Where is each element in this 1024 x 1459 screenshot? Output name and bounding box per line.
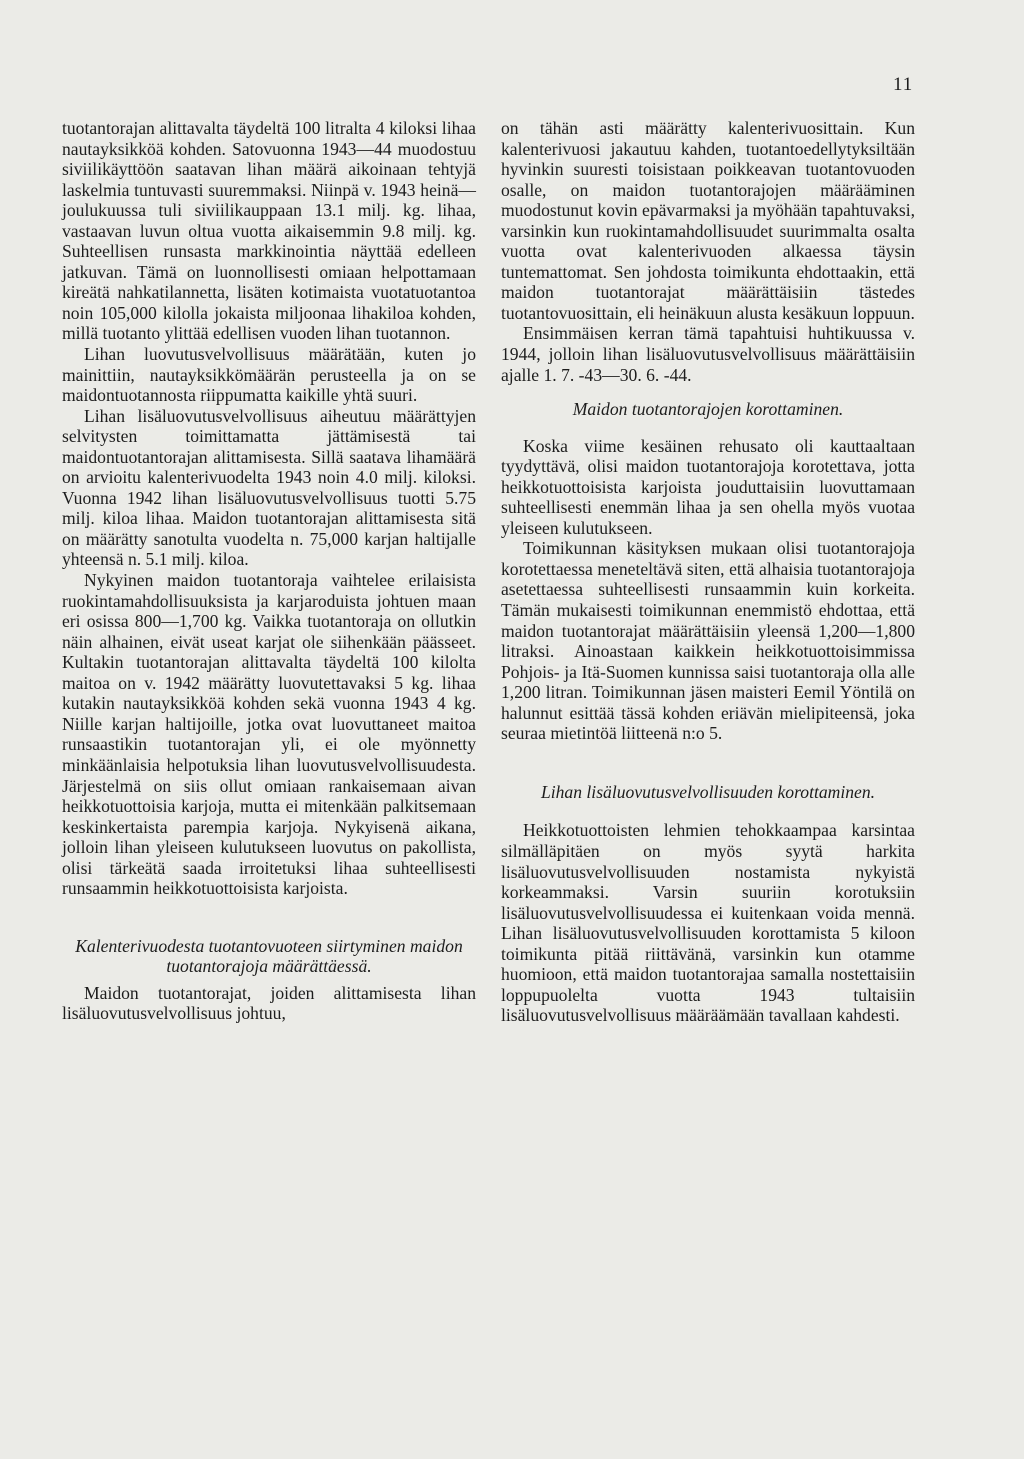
left-paragraph-3: Lihan lisäluovutusvelvollisuus aiheutuu määrättyjen selvitysten toimittamatta jättämisestä tai maidontuotantorajan alittamisesta. Sillä saatava lihamäärä on arvioitu kalenterivuodelta 1943 noin 4.0 milj. kiloksi. Vuonna 1942 lihan lisäluovutusvelvollisuus tuotti 5.75 milj. kiloa lihaa. Maidon tuotantorajan alittamisesta sitä on määrätty sanotulta vuodelta n. 75,000 karjan haltijalle yhteensä n. 5.1 milj. kiloa.	[62, 405, 476, 570]
left-final-paragraph: Maidon tuotantorajat, joiden alittamisesta lihan lisäluovutusvelvollisuus johtuu,	[62, 982, 476, 1024]
page-number: 11	[893, 74, 914, 95]
left-paragraph-4: Nykyinen maidon tuotantoraja vaihtelee erilaisista ruokintamahdollisuuksista ja karjaroduista johtuen maan eri osissa 800—1,700 kg. Vaikka tuotantoraja on ollutkin näin alhainen, eivät useat karjat ole siihenkään päässeet. Kultakin tuotantorajan alittavalta täydeltä 100 kilolta maitoa on v. 1942 määrätty luovutettavaksi 5 kg. lihaa kutakin nautayksikköä kohden sekä vuonna 1943 4 kg. Niille karjan haltijoille, jotka ovat luovuttaneet maitoa runsaastikin tuotantorajan yli, ei ole myönnetty minkäänlaisia helpotuksia lihan luovutusvelvollisuudesta. Järjestelmä on siis ollut omiaan rankaisemaan aivan heikkotuottoisia karjoja, mutta ei mitenkään palkitsemaan keskinkertaista parempia karjoja. Nykyisenä aikana, jolloin lihan yleiseen kulutukseen luovutus on pakollista, olisi tärkeätä saada irroitetuksi lihaa suhteellisesti runsaammin heikkotuottoisista karjoista.	[62, 570, 476, 899]
left-column	[62, 118, 476, 1024]
right-column	[501, 118, 915, 1026]
left-paragraph-1: tuotantorajan alittavalta täydeltä 100 litralta 4 kiloksi lihaa nautayksikköä kohden. Satovuonna 1943—44 muodostuu siviilikäyttöön saatavan lihan määrä aikoinaan tehtyjä laskelmia tuntuvasti suuremmaksi. Niinpä v. 1943 heinä—joulukuussa tuli siviilikauppaan 13.1 milj. kg. lihaa, vastaavan luvun oltua vuotta aikaisemmin 9.8 milj. kg. Suhteellisen runsasta markkinointia näyttää edelleen jatkuvan. Tämä on luonnollisesti omiaan helpottamaan kireätä nahkatilannetta, lisäten kotimaista vuotatuotantoa noin 105,000 kilolla jokaista miljoonaa lihakiloa kohden, millä tuotanto ylittää edellisen vuoden lihan tuotannon.	[62, 118, 476, 344]
right-second-paragraph: Ensimmäisen kerran tämä tapahtuisi huhtikuussa v. 1944, jolloin lihan lisäluovutusvelvollisuus määrättäisiin ajalle 1. 7. -43—30. 6. -44.	[501, 323, 915, 385]
section-heading-calendar-year: Kalenterivuodesta tuotantovuoteen siirtyminen maidon tuotantorajoja määrättäessä.	[75, 935, 463, 977]
right-intro-paragraph: on tähän asti määrätty kalenterivuosittain. Kun kalenterivuosi jakautuu kahden, tuotantoedellytyksiltään hyvinkin suuresti toisistaan poikkeavan tuotantovuoden osalle, on maidon tuotantorajojen määrääminen muodostunut kovin epävarmaksi ja myöhään tapahtuvaksi, varsinkin kun ruokintamahdollisuudet suurimmalta osalta vuotta ovat kalenterivuoden alkaessa täysin tuntemattomat. Sen johdosta toimikunta ehdottaakin, että maidon tuotantorajat määrättäisiin tästedes tuotantovuosittain, eli heinäkuun alusta kesäkuun loppuun.	[501, 118, 915, 323]
section-heading-raising-obligation: Lihan lisäluovutusvelvollisuuden korottaminen.	[540, 781, 876, 802]
section1-paragraph-1: Koska viime kesäinen rehusato oli kauttaaltaan tyydyttävä, olisi maidon tuotantorajoja korotettava, jotta heikkotuottoisista karjoista jouduttaisiin luovuttamaan suhteellisesti enemmän lihaa ja sen ohella myös vuotaa yleiseen kulutukseen.	[501, 435, 915, 538]
section1-paragraph-2: Toimikunnan käsityksen mukaan olisi tuotantorajoja korotettaessa meneteltävä siten, että alhaisia tuotantorajoja asetettaessa suhteellisesti runsaammin kuin korkeita. Tämän mukaisesti toimikunnan enemmistö ehdottaa, että maidon tuotantorajat määrättäisiin yleensä 1,200—1,800 litraksi. Ainoastaan kaikkein heikkotuottoisimmissa Pohjois- ja Itä-Suomen kunnissa saisi tuotantoraja olla alle 1,200 litran. Toimikunnan jäsen maisteri Eemil Yöntilä on halunnut esittää tässä kohden eriävän mielipiteensä, joka seuraa mietintöä liitteenä n:o 5.	[501, 538, 915, 744]
section2-paragraph: Heikkotuottoisten lehmien tehokkaampaa karsintaa silmälläpitäen on myös syytä harkita lisäluovutusvelvollisuuden nostamista nykyistä korkeammaksi. Varsin suuriin korotuksiin lisäluovutusvelvollisuudessa ei kuitenkaan voida mennä. Lihan lisäluovutusvelvollisuuden korottamista 5 kiloon toimikunta pitää riittävänä, varsinkin kun otamme huomioon, että maidon tuotantorajaa samalla nostettaisiin loppupuolelta vuotta 1943 tultaisiin lisäluovutusvelvollisuus määräämään tavallaan kahdesti.	[501, 820, 915, 1026]
section-heading-raising-limits: Maidon tuotantorajojen korottaminen.	[572, 399, 844, 420]
left-paragraph-2: Lihan luovutusvelvollisuus määrätään, kuten jo mainittiin, nautayksikkömäärän perusteella ja on se maidontuotannosta riippumatta kaikille yhtä suuri.	[62, 344, 476, 406]
